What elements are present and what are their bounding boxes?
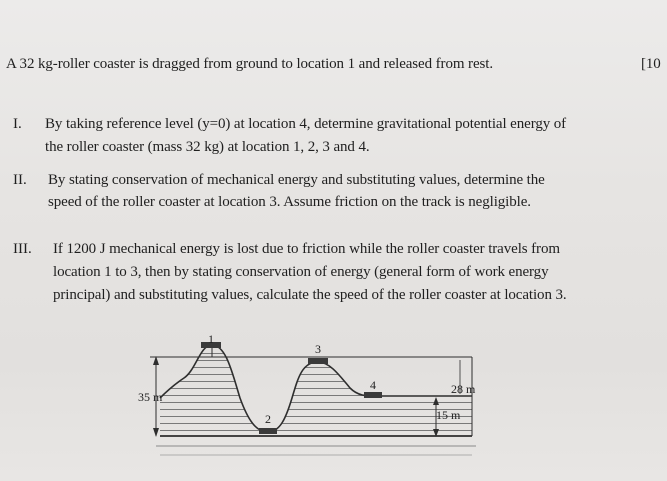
- part-2-numeral: II.: [13, 172, 27, 188]
- height-28-label: 28 m: [451, 382, 476, 396]
- part-3-line-1: If 1200 J mechanical energy is lost due to friction while the roller coaster travels from: [53, 241, 560, 257]
- question-stem: A 32 kg-roller coaster is dragged from ground to location 1 and released from rest.: [6, 56, 493, 72]
- height-15-label: 15 m: [436, 408, 461, 422]
- location-2-label: 2: [265, 412, 271, 426]
- car-location-2: [259, 428, 277, 434]
- location-4-label: 4: [370, 378, 376, 392]
- part-1-line-2: the roller coaster (mass 32 kg) at location 1, 2, 3 and 4.: [45, 139, 370, 155]
- part-2-line-1: By stating conservation of mechanical energy and substituting values, determine the: [48, 172, 545, 188]
- part-3-line-2: location 1 to 3, then by stating conservation of energy (general form of work energy: [53, 264, 549, 280]
- car-location-3: [308, 358, 328, 364]
- part-3-line-3: principal) and substituting values, calculate the speed of the roller coaster at location 3.: [53, 287, 567, 303]
- part-2-line-2: speed of the roller coaster at location 3. Assume friction on the track is negligible.: [48, 194, 531, 210]
- location-3-label: 3: [315, 342, 321, 356]
- height-35-label: 35 m: [138, 390, 163, 404]
- part-1-numeral: I.: [13, 116, 22, 132]
- marks-label: [10: [641, 56, 661, 72]
- part-3-numeral: III.: [13, 241, 32, 257]
- part-1-line-1: By taking reference level (y=0) at location 4, determine gravitational potential energy of: [45, 116, 567, 132]
- location-1-label: 1: [208, 332, 214, 346]
